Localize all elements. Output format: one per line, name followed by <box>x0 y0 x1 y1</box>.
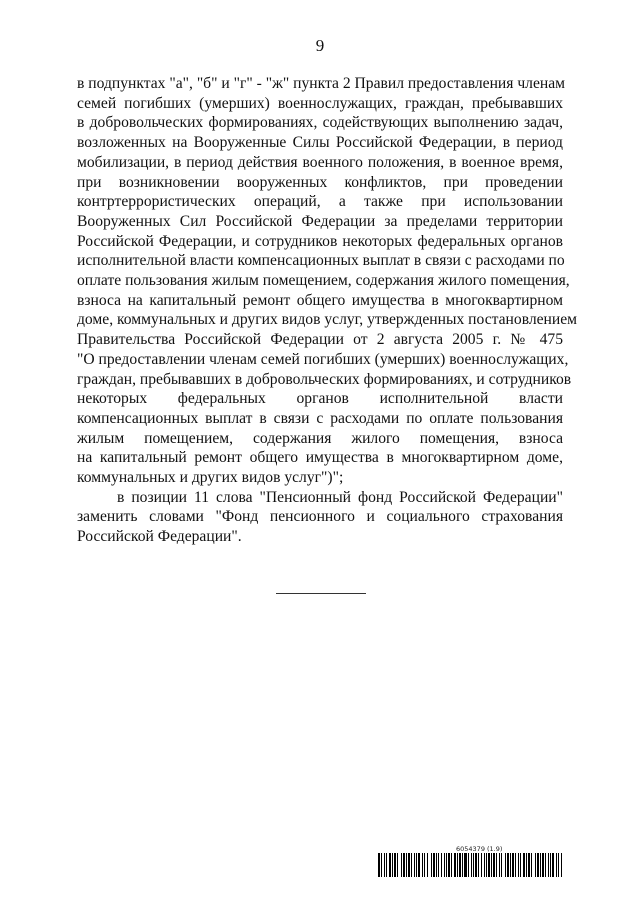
barcode-bar <box>505 853 506 877</box>
text-line: граждан, пребывавших в добровольческих формированиях, и сотрудников <box>77 370 572 388</box>
barcode-bar <box>507 853 509 877</box>
barcode-bar <box>406 853 407 877</box>
barcode-bar <box>403 853 405 877</box>
text-line: на капитальный ремонт общего имущества в многоквартирном доме, <box>77 449 563 467</box>
barcode-bar <box>488 853 490 877</box>
text-line: при возникновении вооруженных конфликтов, при проведении <box>77 173 563 191</box>
barcode-bar <box>411 853 412 877</box>
barcode-bar <box>386 853 387 877</box>
barcode-bar <box>433 853 435 877</box>
text-line: исполнительной власти компенсационных выплат в связи с расходами по <box>77 252 565 270</box>
text-line: компенсационных выплат в связи с расходами по оплате пользования <box>77 409 563 427</box>
barcode-bar <box>545 853 546 877</box>
barcode-bar <box>540 853 541 877</box>
text-line: оплате пользования жилым помещением, содержания жилого помещения, <box>77 272 570 290</box>
barcode-bar <box>416 853 417 877</box>
text-line: в позиции 11 слова "Пенсионный фонд Российской Федерации" <box>117 488 563 506</box>
barcode-bar <box>448 853 450 877</box>
barcode-bar <box>397 853 398 877</box>
barcode-bar <box>558 853 559 877</box>
end-of-document-rule <box>276 593 366 594</box>
text-line: заменить словами "Фонд пенсионного и социального страхования <box>77 508 563 526</box>
barcode-bar <box>457 853 458 877</box>
barcode-bar <box>561 853 562 877</box>
barcode-bar <box>518 853 519 877</box>
barcode-bar <box>537 853 539 877</box>
barcode-bar <box>475 853 477 877</box>
barcode-bar <box>408 853 410 877</box>
barcode-bar <box>418 853 420 877</box>
barcode-bar <box>478 853 479 877</box>
barcode-bar <box>451 853 452 877</box>
barcode-bar <box>486 853 487 877</box>
barcode-bar <box>523 853 525 877</box>
barcode-bar <box>459 853 461 877</box>
barcode-icon <box>378 853 564 877</box>
barcode-bar <box>392 853 393 877</box>
barcode-bar <box>378 853 380 877</box>
text-line: доме, коммунальных и других видов услуг, утвержденных постановлением <box>77 311 578 329</box>
barcode-bar <box>512 853 514 877</box>
barcode-bar <box>542 853 544 877</box>
text-line: семей погибших (умерших) военнослужащих, граждан, пребывавших <box>77 94 563 112</box>
barcode-bar <box>427 853 428 877</box>
barcode-bar <box>462 853 463 877</box>
barcode-bar <box>520 853 521 877</box>
barcode-bar <box>446 853 447 877</box>
document-body <box>77 74 578 547</box>
text-line: коммунальных и других видов услуг")"; <box>77 469 344 487</box>
barcode-bar <box>493 853 495 877</box>
text-line: Российской Федерации". <box>77 528 242 546</box>
text-line: возложенных на Вооруженные Силы Российской Федерации, в период <box>77 134 563 152</box>
barcode-bar <box>556 853 557 877</box>
barcode-bar <box>496 853 497 877</box>
barcode-bar <box>444 853 445 877</box>
barcode-bar <box>441 853 442 877</box>
barcode-bar <box>401 853 402 877</box>
barcode-bar <box>414 853 415 877</box>
text-line: в добровольческих формированиях, содействующих выполнению задач, <box>77 114 563 132</box>
paragraph-amendment-continued <box>77 74 578 488</box>
barcode-bar <box>381 853 382 877</box>
barcode-bar <box>499 853 500 877</box>
text-line: Российской Федерации, и сотрудников некоторых федеральных органов <box>77 232 563 250</box>
barcode-bar <box>526 853 527 877</box>
barcode-bar <box>464 853 467 877</box>
text-line: контртеррористических операций, а также при использовании <box>77 193 563 211</box>
barcode-bar <box>384 853 385 877</box>
text-line: Правительства Российской Федерации от 2 августа 2005 г. № 475 <box>77 331 563 349</box>
barcode-bar <box>471 853 472 877</box>
barcode-bar <box>548 853 549 877</box>
text-line: жилым помещением, содержания жилого помещения, взноса <box>77 429 563 447</box>
text-line: некоторых федеральных органов исполнительной власти <box>77 390 563 408</box>
barcode-bar <box>473 853 474 877</box>
barcode-bar <box>515 853 516 877</box>
barcode-bar <box>535 853 536 877</box>
text-line: в подпунктах "а", "б" и "г" - "ж" пункта 2 Правил предоставления членам <box>77 75 566 92</box>
barcode-bar <box>484 853 485 877</box>
barcode-bar <box>510 853 511 877</box>
barcode-bar <box>481 853 482 877</box>
barcode-bar <box>436 853 437 877</box>
barcode-bar <box>501 853 502 877</box>
barcode-bar <box>491 853 492 877</box>
barcode-bar <box>431 853 432 877</box>
barcode-bar <box>389 853 391 877</box>
barcode-bar <box>394 853 396 877</box>
page-number: 9 <box>315 36 325 55</box>
barcode-bar <box>468 853 469 877</box>
barcode-bar <box>531 853 532 877</box>
barcode-bar <box>454 853 456 877</box>
barcode-bar <box>528 853 530 877</box>
text-line: взноса на капитальный ремонт общего имущества в многоквартирном <box>77 291 563 309</box>
text-line: "О предоставлении членам семей погибших (умерших) военнослужащих, <box>77 350 569 368</box>
barcode-bar <box>422 853 423 877</box>
barcode-caption: 6054379 (1.9) <box>456 845 503 853</box>
text-line: мобилизации, в период действия военного положения, в военное время, <box>77 153 563 171</box>
barcode-bar <box>424 853 425 877</box>
barcode-bar <box>552 853 554 877</box>
barcode-bar <box>438 853 439 877</box>
barcode-bar <box>550 853 551 877</box>
text-line: Вооруженных Сил Российской Федерации за пределами территории <box>77 212 563 230</box>
paragraph-position-11 <box>77 488 563 547</box>
